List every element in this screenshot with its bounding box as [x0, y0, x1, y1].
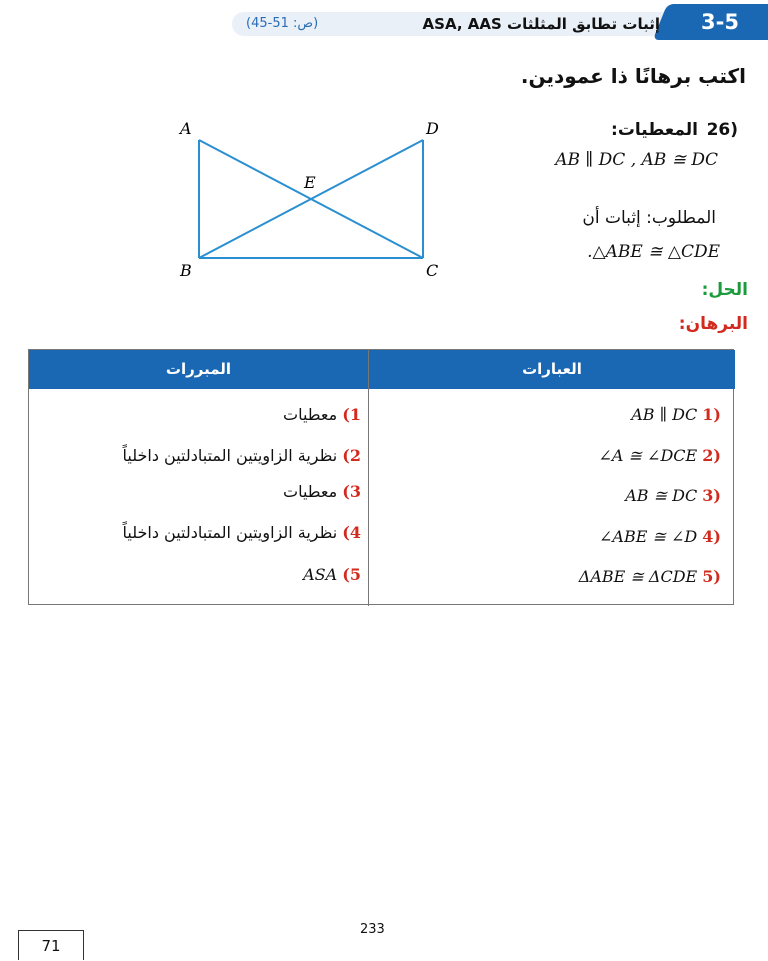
statement-row-1 — [631, 400, 721, 430]
geometry-figure — [170, 112, 450, 287]
proof-table — [28, 349, 734, 605]
page-number-box: 71 — [18, 930, 84, 960]
reason-number: 2) — [342, 446, 361, 465]
reason-text: معطيات — [283, 405, 338, 424]
reason-row-2 — [122, 441, 361, 471]
reason-number: 3) — [342, 482, 361, 501]
reason-number: 1) — [342, 405, 361, 424]
statement-number: 4) — [702, 527, 721, 546]
lesson-number: 3-5 — [701, 10, 739, 34]
reason-text: نظرية الزاويتين المتبادلتين داخلياً — [122, 446, 338, 465]
statement-text: AB ∥ DC — [631, 405, 698, 424]
statement-row-3 — [625, 481, 721, 511]
reason-row-5 — [303, 560, 361, 590]
vertex-label-d: D — [426, 119, 439, 138]
statement-text: AB ≅ DC — [625, 486, 698, 505]
statement-row-2 — [599, 441, 722, 471]
header-reasons: المبررات — [29, 350, 368, 389]
reason-number: 4) — [342, 523, 361, 542]
vertex-label-a: A — [180, 119, 192, 138]
statement-number: 1) — [702, 405, 721, 424]
problem-number: 26) — [706, 120, 738, 140]
vertex-label-e: E — [304, 173, 316, 192]
pages-reference: (ص: 51-45) — [246, 16, 319, 31]
instruction-text: اكتب برهانًا ذا عمودين. — [520, 64, 746, 88]
header-statements: العبارات — [369, 350, 735, 389]
statement-number: 3) — [702, 486, 721, 505]
statement-number: 2) — [702, 446, 721, 465]
lesson-title: إثبات تطابق المثلثات ASA, AAS — [422, 15, 660, 33]
given-label: المعطيات: — [611, 120, 698, 140]
vertex-label-c: C — [426, 261, 439, 280]
statement-text: ∠A ≅ ∠DCE — [598, 446, 698, 465]
reason-row-1 — [283, 400, 361, 430]
required-label: المطلوب: إثبات أن — [582, 208, 716, 228]
statement-row-5 — [579, 562, 721, 592]
reason-text: نظرية الزاويتين المتبادلتين داخلياً — [122, 523, 338, 542]
reason-row-3 — [283, 477, 361, 507]
statement-text: ∠ABE ≅ ∠D — [598, 527, 698, 546]
proof-label: البرهان: — [678, 314, 748, 334]
reason-text: ASA — [303, 565, 338, 584]
given-statement: AB ∥ DC , AB ≅ DC — [555, 150, 718, 170]
reason-number: 5) — [342, 565, 361, 584]
vertex-label-b: B — [180, 261, 192, 280]
column-divider — [368, 350, 369, 606]
solution-label: الحل: — [701, 280, 748, 300]
statement-text: ΔABE ≅ ΔCDE — [578, 567, 698, 586]
page-number: 233 — [360, 922, 385, 937]
reason-text: معطيات — [283, 482, 338, 501]
reason-row-4 — [122, 518, 361, 548]
statement-row-4 — [599, 522, 721, 552]
statement-number: 5) — [702, 567, 721, 586]
required-statement: .△ABE ≅ △CDE — [587, 242, 720, 262]
